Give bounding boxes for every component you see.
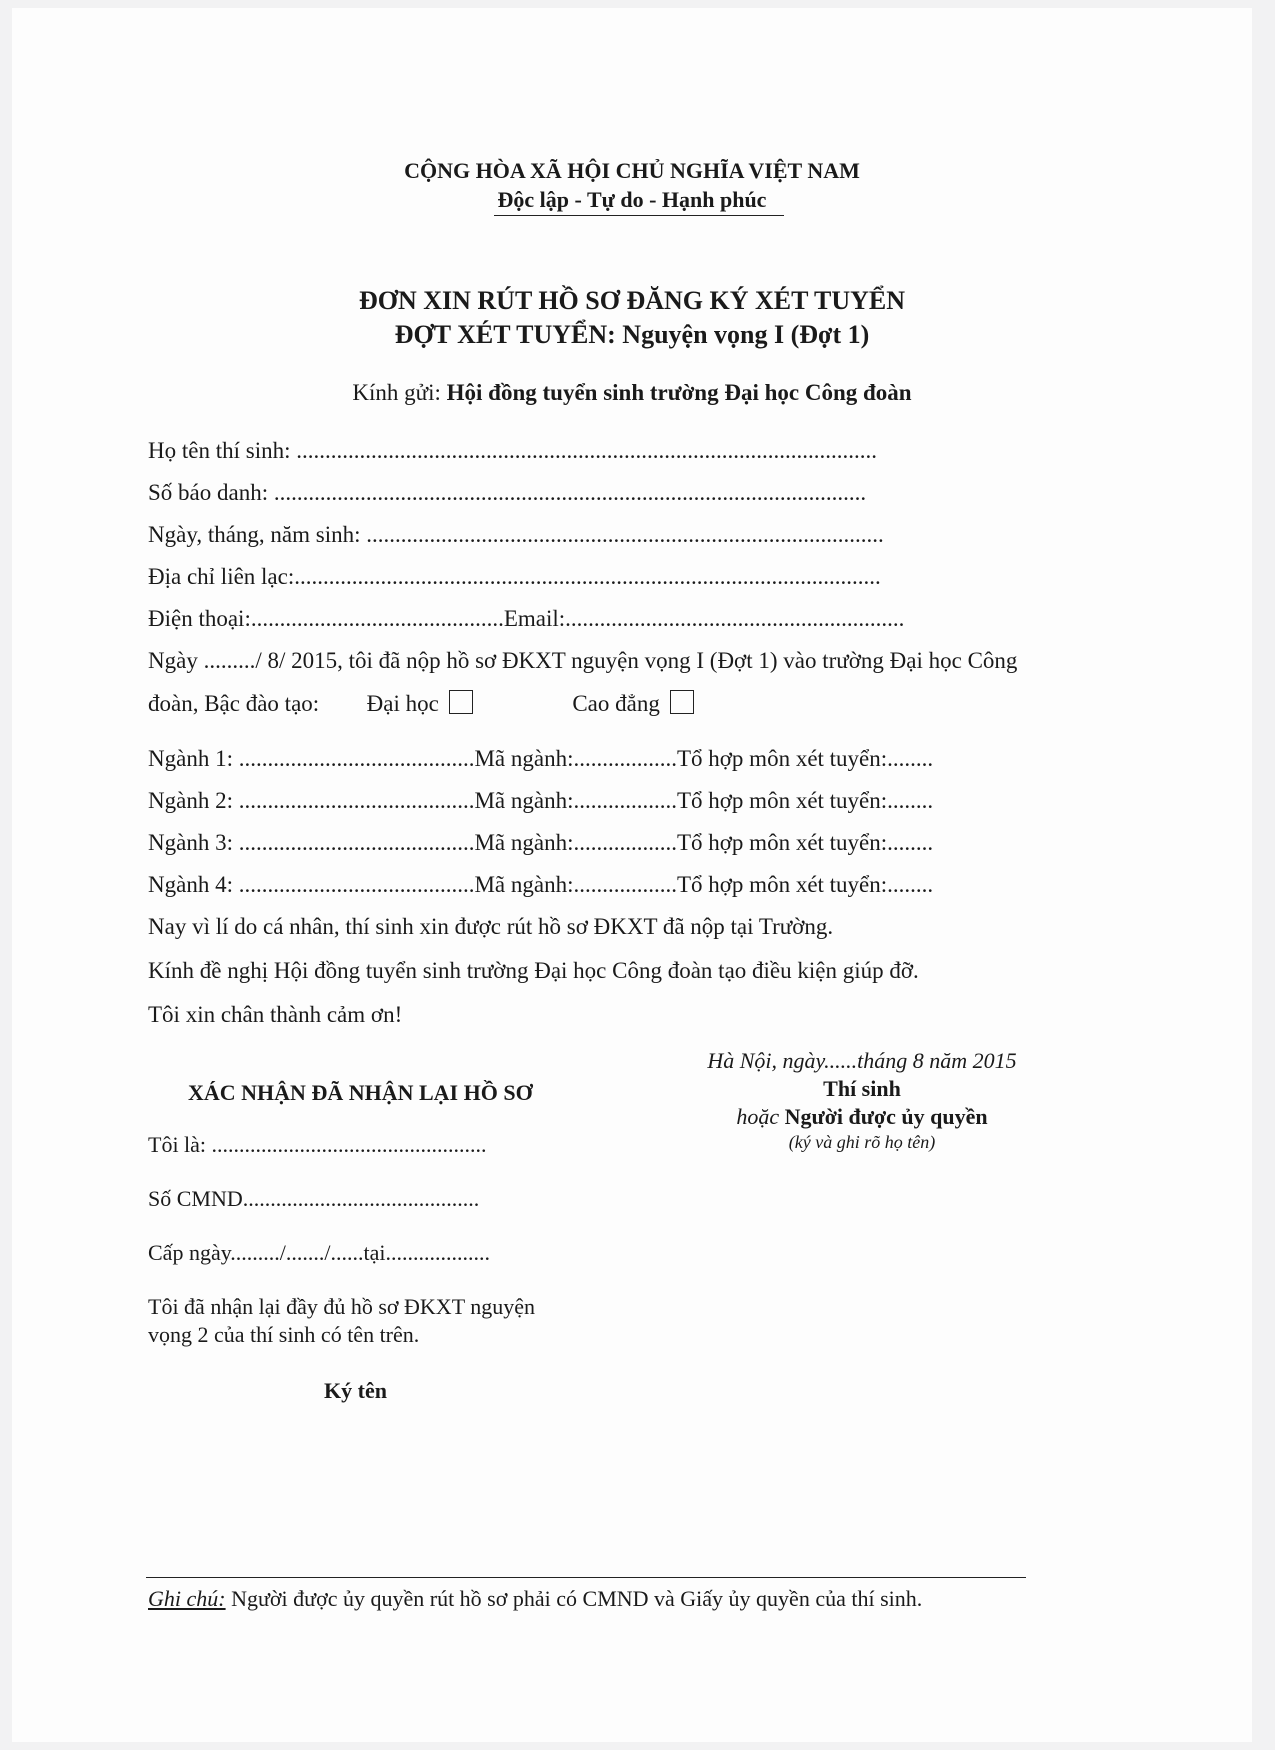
training-level-line [148, 690, 694, 717]
submission-date-line[interactable]: Ngày ........./ 8/ 2015, tôi đã nộp hồ sơ ĐKXT nguyện vọng I (Đợt 1) vào trường Đại học Công [148, 648, 1018, 673]
form-title: ĐƠN XIN RÚT HỒ SƠ ĐĂNG KÝ XÉT TUYỂN [358, 286, 906, 315]
footnote-text: Người được ủy quyền rút hồ sơ phải có CMND và Giấy ủy quyền của thí sinh. [225, 1586, 923, 1611]
confirmation-heading: XÁC NHẬN ĐÃ NHẬN LẠI HỒ SƠ [188, 1080, 533, 1105]
form-subtitle: ĐỢT XÉT TUYỂN: Nguyện vọng I (Đợt 1) [394, 320, 870, 349]
option-college-label: Cao đẳng [572, 691, 660, 716]
signer-role: Thí sinh [823, 1076, 901, 1101]
phone-email-field[interactable]: Điện thoại:............................................Email:........................................................... [148, 606, 905, 631]
training-level-label: đoàn, Bậc đào tạo: [148, 691, 320, 716]
candidate-number-field[interactable]: Số báo danh: ....................................................................................................... [148, 480, 867, 505]
birth-date-field[interactable]: Ngày, tháng, năm sinh: .......................................................................................... [148, 522, 884, 547]
major-row-1[interactable]: Ngành 1: .........................................Mã ngành:..................Tổ hợp môn xét tuyển:........ [148, 746, 934, 771]
recipient-name: Hội đồng tuyển sinh trường Đại học Công đoàn [446, 380, 912, 405]
major-row-4[interactable]: Ngành 4: .........................................Mã ngành:..................Tổ hợp môn xét tuyển:........ [148, 872, 934, 897]
footnote [148, 1586, 922, 1612]
recipient-prefix: Kính gửi: [352, 380, 447, 405]
confirm-id-field[interactable]: Số CMND........................................... [148, 1186, 480, 1211]
form-page [12, 8, 1252, 1742]
thanks-text: Tôi xin chân thành cảm ơn! [148, 1002, 403, 1027]
or-word: hoặc [736, 1104, 785, 1129]
motto-underline [494, 215, 784, 216]
confirm-name-field[interactable]: Tôi là: .................................................. [148, 1132, 487, 1157]
place-date: Hà Nội, ngày......tháng 8 năm 2015 [707, 1048, 1017, 1073]
full-name-field[interactable]: Họ tên thí sinh: ..................................................................................................... [148, 438, 877, 463]
confirm-issued-field[interactable]: Cấp ngày........./......./......tại................... [148, 1240, 490, 1265]
confirm-statement-line2: vọng 2 của thí sinh có tên trên. [148, 1322, 420, 1347]
authorized-line [652, 1104, 1072, 1130]
major-row-3[interactable]: Ngành 3: .........................................Mã ngành:..................Tổ hợp môn xét tuyển:........ [148, 830, 934, 855]
national-title: CỘNG HÒA XÃ HỘI CHỦ NGHĨA VIỆT NAM [404, 158, 860, 183]
university-checkbox[interactable] [449, 690, 473, 714]
request-text: Kính đề nghị Hội đồng tuyển sinh trường Đại học Công đoàn tạo điều kiện giúp đỡ. [148, 958, 919, 983]
national-motto: Độc lập - Tự do - Hạnh phúc [497, 187, 767, 212]
signature-instruction: (ký và ghi rõ họ tên) [788, 1132, 936, 1152]
reason-text: Nay vì lí do cá nhân, thí sinh xin được rút hồ sơ ĐKXT đã nộp tại Trường. [148, 914, 834, 939]
college-checkbox[interactable] [670, 690, 694, 714]
authorized-person: Người được ủy quyền [784, 1104, 988, 1129]
footnote-rule [146, 1577, 1026, 1578]
recipient-line [12, 380, 1252, 406]
confirm-statement-line1: Tôi đã nhận lại đầy đủ hồ sơ ĐKXT nguyện [148, 1294, 535, 1319]
address-field[interactable]: Địa chỉ liên lạc:...................................................................................................... [148, 564, 881, 589]
footnote-label: Ghi chú: [148, 1586, 226, 1611]
major-row-2[interactable]: Ngành 2: .........................................Mã ngành:..................Tổ hợp môn xét tuyển:........ [148, 788, 934, 813]
confirm-sign-label: Ký tên [324, 1378, 387, 1403]
option-university-label: Đại học [366, 691, 439, 716]
